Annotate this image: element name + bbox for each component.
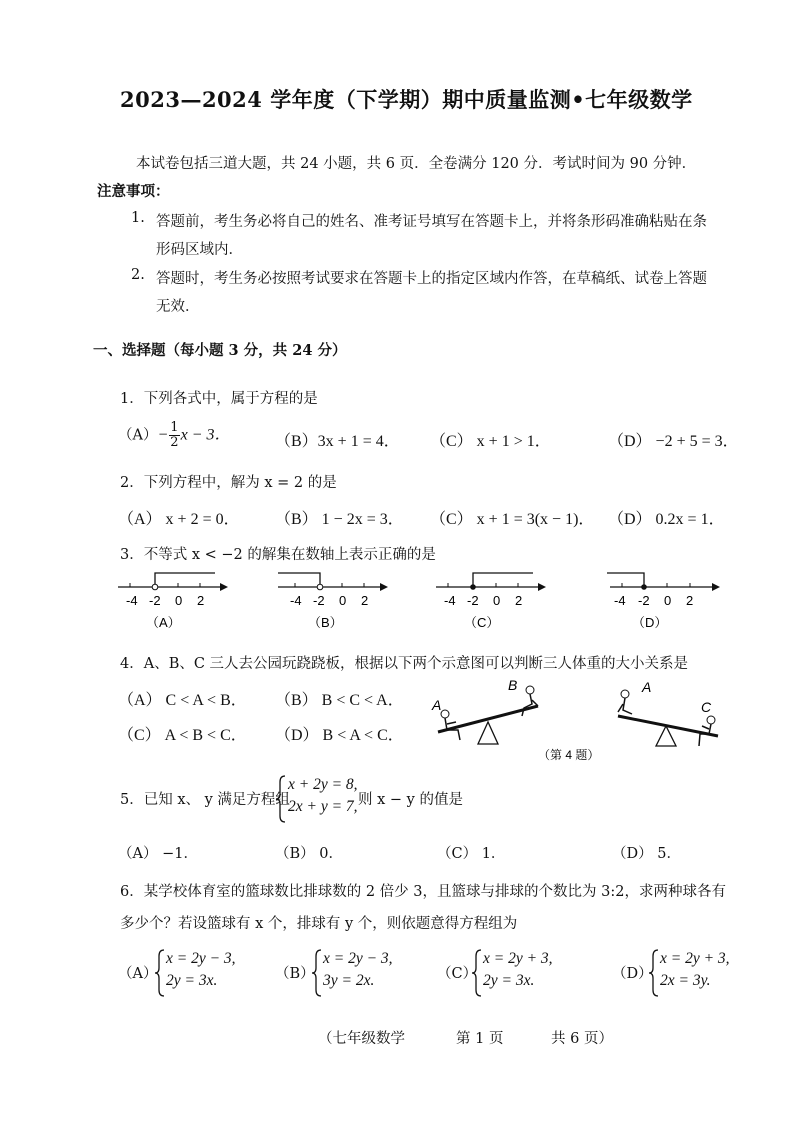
q6-option-c-label: （C） [437, 966, 478, 982]
q5-option-a: （A） −1． [118, 846, 198, 862]
tick-label: -4 [126, 593, 138, 608]
seesaw-2 [618, 679, 718, 746]
q2-option-a: （A） x + 2 = 0． [118, 511, 240, 528]
q3-stem: 3．不等式 x < −2 的解集在数轴上表示正确的是 [120, 547, 436, 563]
fraction-numerator: 1 [170, 420, 179, 435]
q6-option-c-system [483, 948, 553, 992]
brace [154, 948, 166, 998]
q4-option-c: （C） A < B < C． [118, 727, 247, 744]
fraction [169, 421, 179, 450]
tick-label: -2 [313, 593, 325, 608]
equation: 2x = 3y. [660, 972, 711, 989]
q5-stem-post: 则 x − y 的值是 [358, 792, 463, 808]
person-a-figure [441, 710, 460, 740]
equation: 2y = 3x. [483, 972, 535, 989]
q5-system [288, 774, 358, 818]
tick-label: -4 [290, 593, 302, 608]
tick-label: 2 [686, 593, 694, 608]
equation: 2x + y = 7, [288, 798, 358, 815]
q6-option-d-label: （D） [612, 966, 653, 982]
notice-1-num: 1. [131, 210, 145, 226]
q2-option-d: （D） 0.2x = 1． [608, 511, 725, 528]
tick-label: 0 [175, 593, 183, 608]
equation: x = 2y + 3, [483, 950, 553, 967]
q5-option-d: （D） 5． [612, 846, 681, 862]
notice-2-num: 2. [131, 267, 145, 283]
q6-option-b-system [323, 948, 393, 992]
label-a: A [432, 697, 442, 713]
q1-a-label: （A） [118, 427, 158, 444]
number-line-c [436, 573, 546, 630]
q1-option-a [118, 421, 230, 450]
tick-label: -2 [149, 593, 161, 608]
q5-option-c: （C） 1． [437, 846, 506, 862]
tick-label: -4 [614, 593, 626, 608]
label-b: B [508, 677, 518, 693]
equation: x + 2y = 8, [288, 776, 358, 793]
q6-option-a-system [166, 948, 236, 992]
notice-1-line1: 答题前，考生务必将自己的姓名、准考证号填写在答题卡上，并将条形码准确粘贴在条 [156, 214, 707, 230]
footer-subject: （七年级数学 [318, 1031, 405, 1047]
q4-option-a: （A） C < A < B． [118, 692, 247, 709]
tick-label: -2 [467, 593, 479, 608]
q6-stem-line1: 6．某学校体育室的篮球数比排球数的 2 倍少 3，且篮球与排球的个数比为 3:2，求两种球各有 [120, 884, 726, 900]
q6-stem-line2: 多少个？若设篮球有 x 个，排球有 y 个，则依题意得方程组为 [120, 916, 518, 932]
option-label: （B） [308, 615, 343, 630]
tick-label: 0 [664, 593, 672, 608]
page-title: 2023—2024 学年度（下学期）期中质量监测•七年级数学 [120, 87, 693, 112]
figure-caption: （第 4 题） [538, 748, 600, 762]
q1-stem: 1．下列各式中，属于方程的是 [120, 391, 318, 407]
number-line-d [607, 573, 720, 630]
fraction-denominator: 2 [170, 435, 179, 450]
brace [311, 948, 323, 998]
tick-label: 2 [197, 593, 205, 608]
label-a: A [642, 679, 652, 695]
notice-1-line2: 形码区域内． [156, 242, 243, 258]
notice-2-line2: 无效． [156, 299, 200, 315]
tick-label: 2 [515, 593, 523, 608]
equation: x = 2y + 3, [660, 950, 730, 967]
footer-total: 共 6 页） [551, 1031, 613, 1047]
brace [275, 774, 287, 824]
q2-option-c: （C） x + 1 = 3(x − 1)． [430, 511, 595, 528]
tick-label: 0 [493, 593, 501, 608]
person-b-figure [522, 686, 538, 716]
q2-option-b: （B） 1 − 2x = 3． [275, 511, 404, 528]
q1-option-b: （B）3x + 1 = 4． [275, 433, 400, 450]
equation: x = 2y − 3, [323, 950, 393, 967]
q1-a-rest: x − 3． [180, 426, 231, 444]
seesaw-figure [420, 672, 750, 767]
tick-label: -4 [444, 593, 456, 608]
notice-2-line1: 答题时，考生务必按照考试要求在答题卡上的指定区域内作答，在草稿纸、试卷上答题 [156, 271, 707, 287]
q5-stem-pre: 5．已知 x、 y 满足方程组 [120, 792, 290, 808]
person-a-figure [618, 690, 632, 714]
notice-title: 注意事项： [97, 183, 170, 200]
q1-a-sign: − [157, 426, 169, 444]
option-label: （D） [632, 615, 668, 630]
q4-option-b: （B） B < C < A． [275, 692, 404, 709]
q2-stem: 2．下列方程中，解为 x = 2 的是 [120, 475, 337, 491]
brace [471, 948, 483, 998]
number-line-b [278, 573, 388, 630]
tick-label: -2 [638, 593, 650, 608]
q1-option-c: （C） x + 1 > 1． [430, 433, 551, 450]
section-heading: 一、选择题（每小题 3 分，共 24 分） [93, 342, 347, 359]
footer-page: 第 1 页 [456, 1031, 504, 1047]
q3-number-lines [110, 565, 750, 635]
intro-text: 本试卷包括三道大题，共 24 小题，共 6 页．全卷满分 120 分．考试时间为 90 分钟． [136, 156, 697, 172]
tick-label: 2 [361, 593, 369, 608]
q6-option-d-system [660, 948, 730, 992]
label-c: C [701, 699, 712, 715]
q6-option-b-label: （B） [275, 966, 315, 982]
tick-label: 0 [339, 593, 347, 608]
q4-stem: 4．A、B、C 三人去公园玩跷跷板，根据以下两个示意图可以判断三人体重的大小关系是 [120, 656, 689, 672]
q6-option-a-label: （A） [118, 966, 158, 982]
brace [648, 948, 660, 998]
equation: 3y = 2x. [323, 972, 375, 989]
option-label: （A） [146, 615, 181, 630]
option-label: （C） [464, 615, 500, 630]
number-line-a [118, 573, 228, 630]
q5-option-b: （B） 0． [275, 846, 343, 862]
equation: x = 2y − 3, [166, 950, 236, 967]
person-c-figure [699, 716, 715, 746]
equation: 2y = 3x. [166, 972, 218, 989]
q4-option-d: （D） B < A < C． [275, 727, 404, 744]
q1-option-d: （D） −2 + 5 = 3． [608, 433, 739, 450]
seesaw-1 [431, 677, 538, 744]
